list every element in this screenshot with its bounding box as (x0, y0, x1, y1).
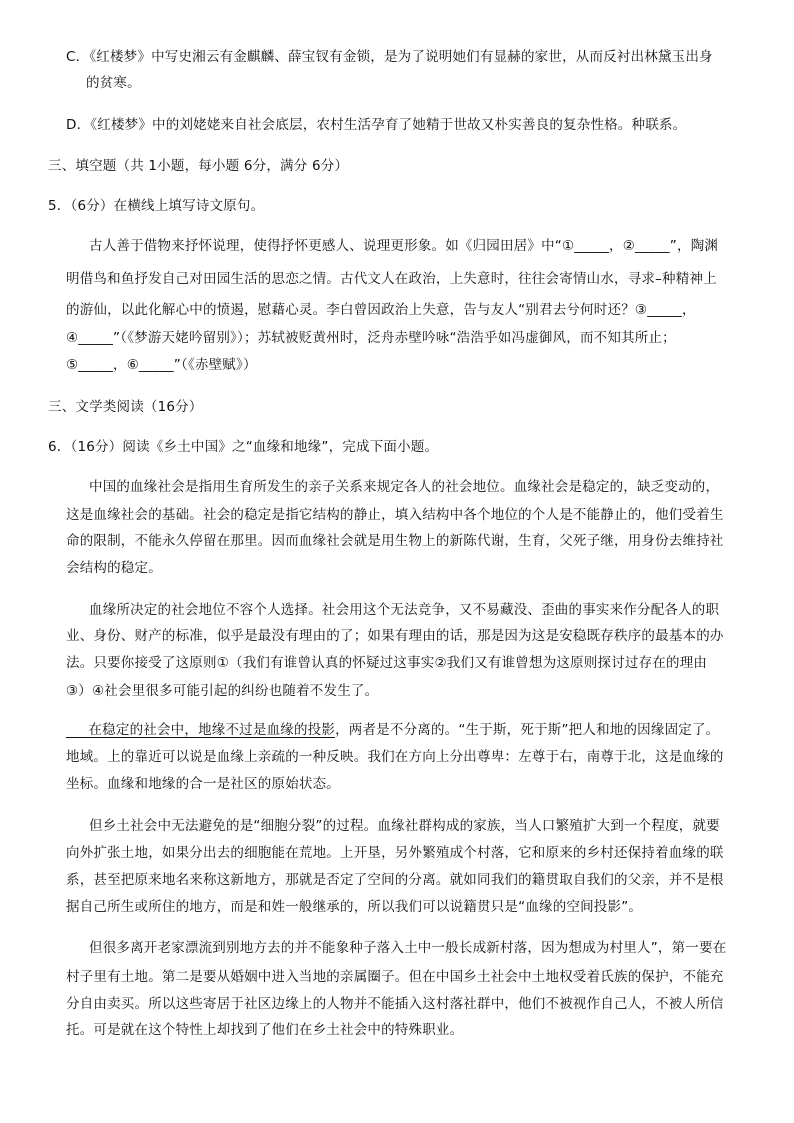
passage-p3-line: 地域。上的靠近可以说是血缘上亲疏的一种反映。我们在方向上分出尊卑：左尊于右，南尊于北，这是血缘的 (66, 749, 724, 765)
question-5-stem: 5．（6分）在横线上填写诗文原句。 (48, 198, 265, 214)
question-6-stem: 6．（16分）阅读《乡土中国》之“血缘和地缘”，完成下面小题。 (48, 439, 439, 455)
passage-p3-first-line (66, 720, 719, 740)
passage-p1-line: 中国的血缘社会是指用生育所发生的亲子关系来规定各人的社会地位。血缘社会是稳定的，缺乏变动的， (89, 479, 720, 495)
passage-p1-line: 命的限制，不能永久停留在那里。因而血缘社会就是用生物上的新陈代谢，生育，父死子继，用身份去维持社 (66, 533, 724, 549)
passage-p4-line: 据自己所生或所住的地方，而是和姓一般继承的，所以我们可以说籍贯只是“血缘的空间投影”。 (66, 899, 643, 915)
section-heading-fill: 三、填空题（共 1小题，每小题 6分，满分 6分） (48, 158, 349, 174)
passage-p3-rest: ，两者是不分离的。“生于斯，死于斯”把人和地的因缘固定了。 (335, 722, 720, 738)
passage-p5-line: 托。可是就在这个特性上却找到了他们在乡土社会中的特殊职业。 (66, 1022, 464, 1038)
question-5-line: ⑤_____，⑥_____”（《赤壁赋》） (66, 357, 257, 373)
passage-p2-line: 血缘所决定的社会地位不容个人选择。社会用这个无法竞争，又不易藏没、歪曲的事实来作分配各人的职 (89, 602, 720, 618)
passage-p2-line: ③）④社会里很多可能引起的纠纷也随着不发生了。 (66, 683, 379, 699)
option-c-line-1: C．《红楼梦》中写史湘云有金麒麟、薛宝钗有金锁，是为了说明她们有显赫的家世，从而反衬出林黛玉出身 (66, 49, 713, 65)
passage-p1-line: 这是血缘社会的基础。社会的稳定是指它结构的静止，填入结构中各个地位的个人是不能静止的，他们受着生 (66, 507, 724, 523)
passage-p2-line: 法。只要你接受了这原则①（我们有谁曾认真的怀疑过这事实②我们又有谁曾想为这原则探讨过存在的理由 (66, 655, 708, 671)
passage-p2-line: 业、身份、财产的标准，似乎是最没有理由的了；如果有理由的话，那是因为这是安稳既存秩序的最基本的办 (66, 628, 724, 644)
passage-p1-line: 会结构的稳定。 (66, 560, 162, 576)
passage-p4-line: 但乡土社会中无法避免的是“细胞分裂”的过程。血缘社群构成的家族，当人口繁殖扩大到一个程度，就要 (89, 818, 720, 834)
question-5-line: 的游仙，以此化解心中的愤遏，慰藉心灵。李白曾因政治上失意，告与友人“别君去兮何时还？③_____， (66, 302, 696, 318)
section-heading-literature: 三、文学类阅读（16分） (48, 399, 203, 415)
passage-p4-line: 向外扩张土地，如果分出去的细胞能在荒地。上开垦，另外繁殖成个村落，它和原来的乡村还保持着血缘的联 (66, 845, 724, 861)
underlined-sentence: 在稳定的社会中，地缘不过是血缘的投影 (88, 722, 336, 738)
passage-p5-line: 村子里有土地。第二是要从婚姻中进入当地的亲属圈子。但在中国乡土社会中土地权受着氏族的保护，不能充 (66, 969, 724, 985)
passage-p4-line: 系，甚至把原来地名来称这新地方，那就是否定了空间的分离。就如同我们的籍贯取自我们的父亲，并不是根 (66, 872, 724, 888)
passage-p5-line: 但很多离开老家漂流到别地方去的并不能象种子落入土中一般长成新村落，因为想成为村里人”，第一要在 (89, 940, 727, 956)
option-c-line-2: 的贫寒。 (86, 75, 141, 91)
question-5-line: 古人善于借物来抒怀说理，使得抒怀更感人、说理更形象。如《归园田居》中“①_____，②_____”，陶渊 (89, 238, 719, 254)
passage-p5-line: 分自由卖买。所以这些寄居于社区边缘上的人物并不能插入这村落社群中，他们不被视作自己人，不被人所信 (66, 996, 724, 1012)
option-d-line-1: D．《红楼梦》中的刘姥姥来自社会底层，农村生活孕育了她精于世故又朴实善良的复杂性格。种联系。 (66, 117, 687, 133)
question-5-line: ④_____”（《梦游天姥吟留别》）；苏轼被贬黄州时，泛舟赤壁吟咏“浩浩乎如冯虚御风，而不知其所止； (66, 330, 676, 346)
passage-p3-line: 坐标。血缘和地缘的合一是社区的原始状态。 (66, 776, 340, 792)
question-5-line: 明借鸟和鱼抒发自己对田园生活的思恋之情。古代文人在政治，上失意时，往往会寄情山水，寻求–种精神上 (66, 271, 717, 287)
